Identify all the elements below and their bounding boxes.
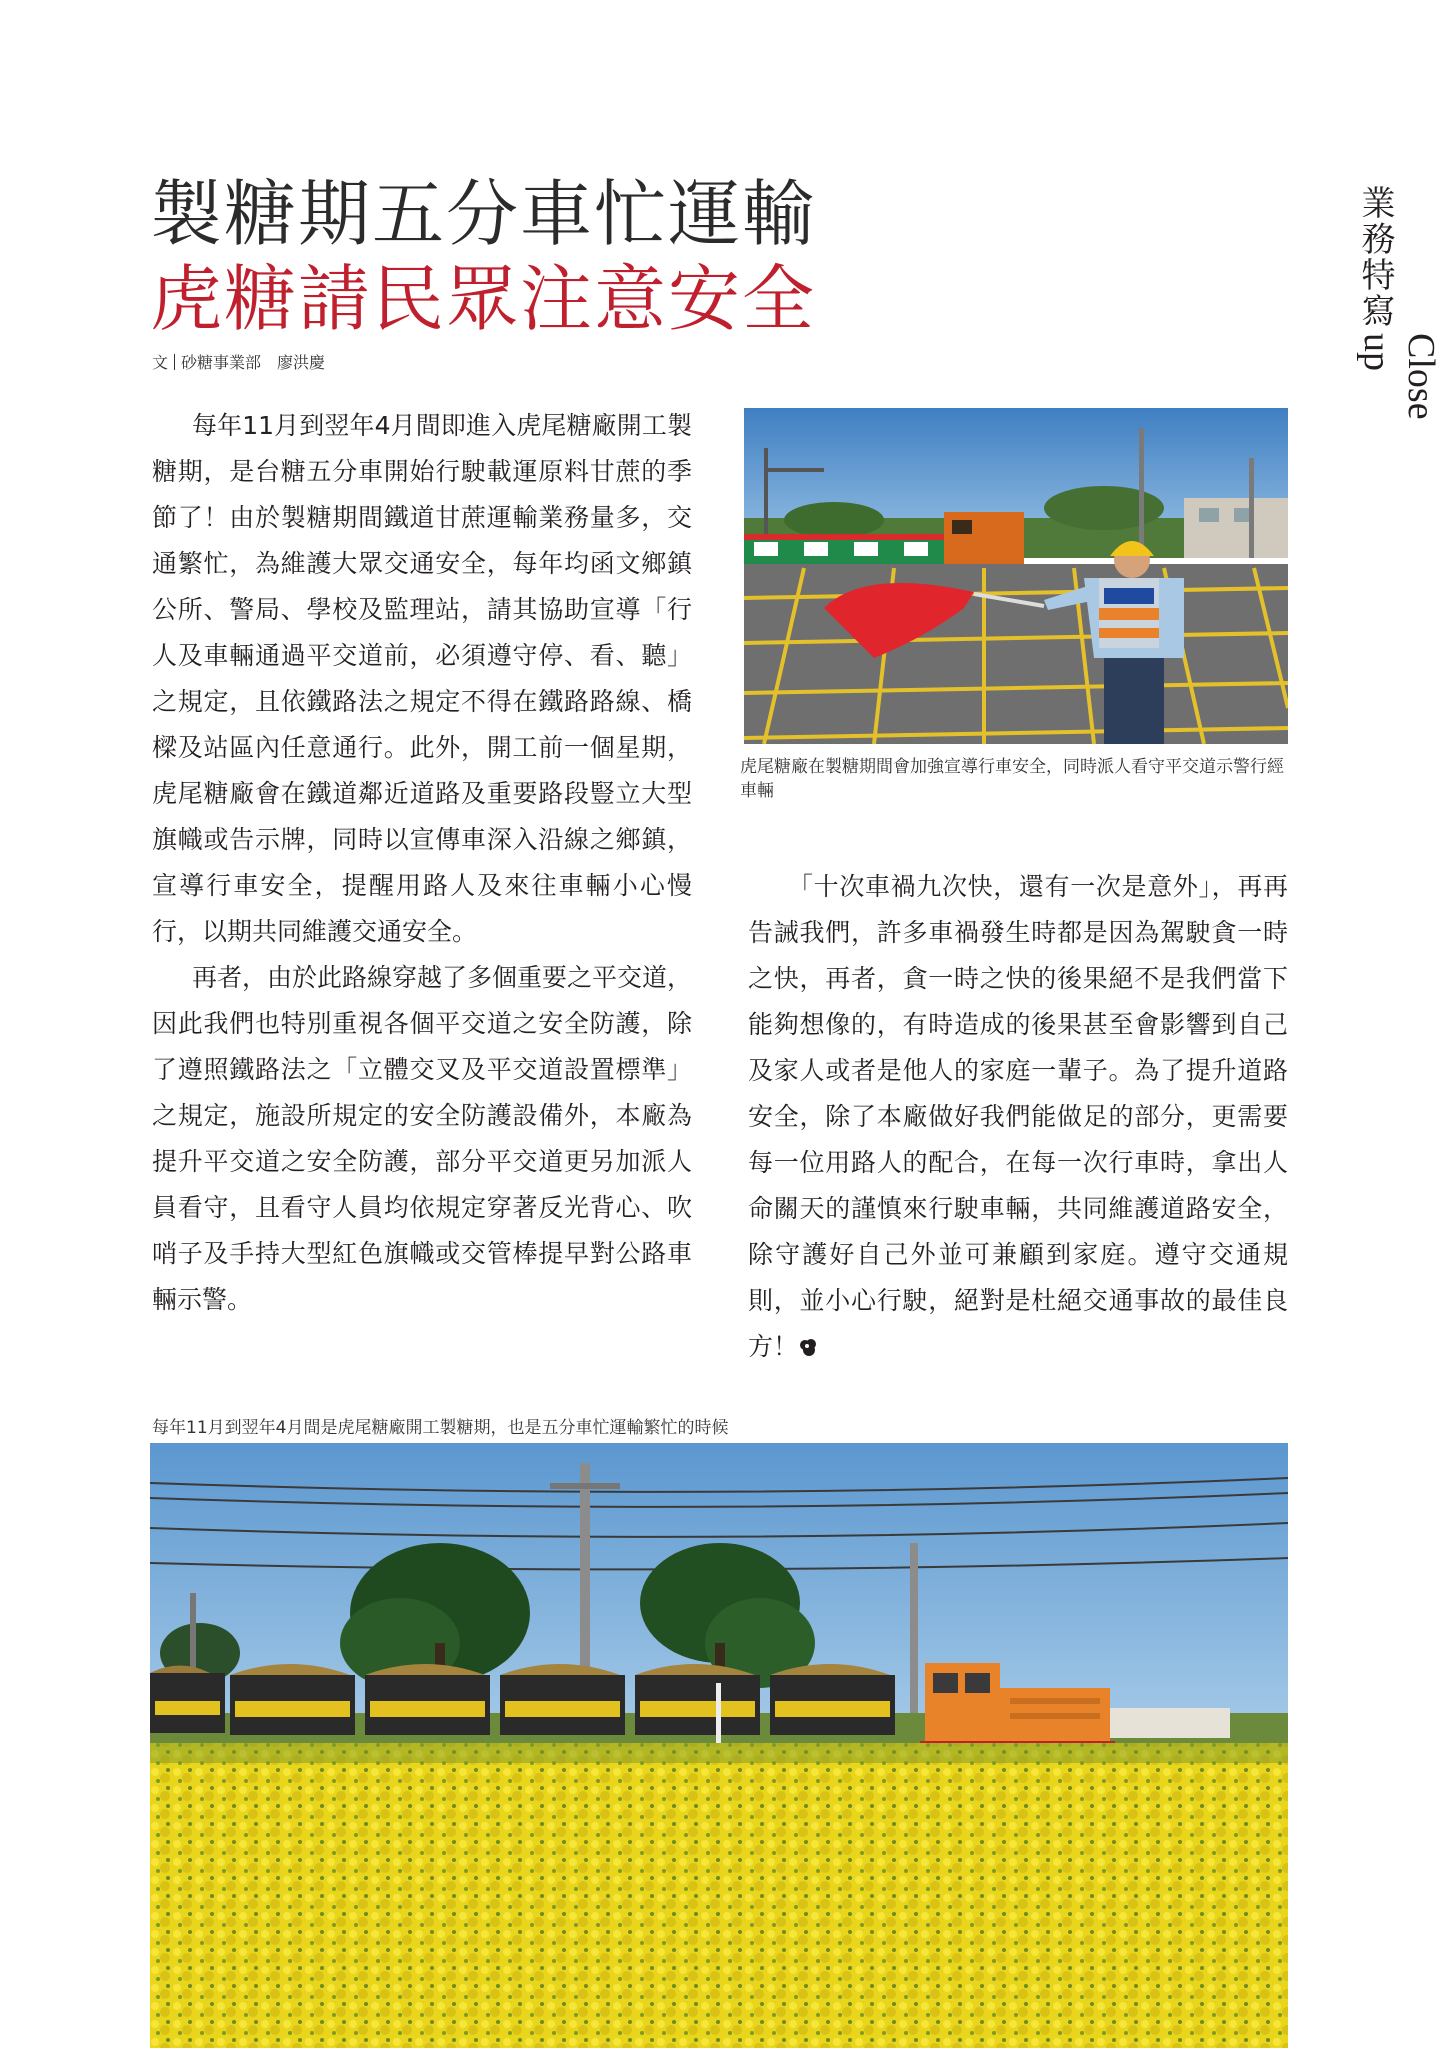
crossing-guard-illustration (744, 408, 1288, 744)
crossing-guard-photo (744, 408, 1288, 744)
article-title-line1: 製糖期五分車忙運輸 (150, 172, 817, 256)
section-tab (1345, 185, 1442, 465)
article-paragraph (748, 864, 1288, 1370)
article-right-column (748, 864, 1288, 1370)
sugarcane-train-illustration (150, 1443, 1288, 2048)
wagon-row (150, 1664, 895, 1735)
train-photo-caption: 每年11月到翌年4月間是虎尾糖廠開工製糖期，也是五分車忙運輸繁忙的時候 (152, 1418, 729, 1438)
article-paragraph: 每年11月到翌年4月間即進入虎尾糖廠開工製糖期，是台糖五分車開始行駛載運原料甘蔗的季節了！由於製糖期間鐵道甘蔗運輸業務量多，交通繁忙，為維護大眾交通安全，每年均函文鄉鎮公所、警局、學校及監理站，請其協助宣導「行人及車輛通過平交道前，必須遵守停、看、聽」之規定，且依鐵路法之規定不得在鐵路路線、橋樑及站區內任意通行。此外，開工前一個星期，虎尾糖廠會在鐵道鄰近道路及重要路段豎立大型旗幟或告示牌，同時以宣傳車深入沿線之鄉鎮，宣導行車安全，提醒用路人及來往車輛小心慢行，以期共同維護交通安全。 (152, 411, 692, 946)
sugarcane-train-photo (150, 1443, 1288, 2048)
article-paragraph: 再者，由於此路線穿越了多個重要之平交道，因此我們也特別重視各個平交道之安全防護，除了遵照鐵路法之「立體交叉及平交道設置標準」之規定，施設所規定的安全防護設備外，本廠為提升平交道之安全防護，部分平交道更另加派人員看守，且看守人員均依規定穿著反光背心、吹哨子及手持大型紅色旗幟或交管棒提早對公路車輛示警。 (152, 963, 693, 1314)
article-left-column (152, 403, 692, 1323)
article-end-mark-icon (798, 1337, 818, 1357)
byline-divider (174, 354, 175, 370)
byline (152, 350, 325, 373)
section-tab-zh: 業務特寫 (1355, 185, 1395, 329)
byline-author: 砂糖事業部 廖洪慶 (181, 353, 326, 372)
article-title-line2: 虎糖請民眾注意安全 (150, 257, 817, 341)
article-paragraph-text: 「十次車禍九次快，還有一次是意外」，再再告誡我們，許多車禍發生時都是因為駕駛貪一時之快，再者，貪一時之快的後果絕不是我們當下能夠想像的，有時造成的後果甚至會影響到自己及家人或者是他人的家庭一輩子。為了提升道路安全，除了本廠做好我們能做足的部分，更需要每一位用路人的配合，在每一次行車時，拿出人命關天的謹慎來行駛車輛，共同維護道路安全，除守護好自己外並可兼顧到家庭。遵守交通規則，並小心行駛，絕對是杜絕交通事故的最佳良方！ (748, 872, 1288, 1361)
byline-prefix: 文 (152, 353, 169, 372)
crossing-photo-caption: 虎尾糖廠在製糖期間會加強宣導行車安全，同時派人看守平交道示警行經車輛 (740, 757, 1284, 801)
section-tab-en: Close up (1356, 333, 1442, 420)
